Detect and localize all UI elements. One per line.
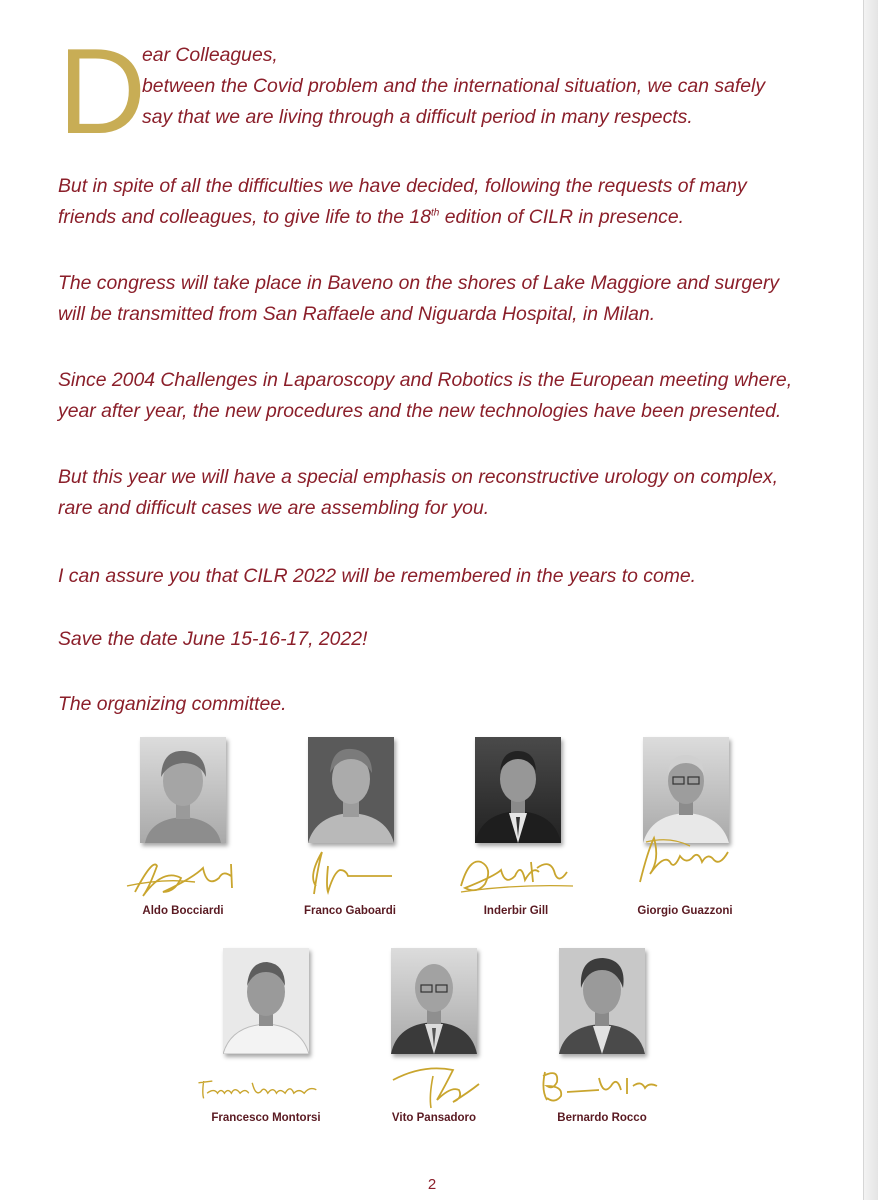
intro-line-3: say that we are living through a difficult period in many respects. — [142, 106, 693, 128]
portrait-inderbir-gill — [475, 737, 561, 843]
portrait-giorgio-guazzoni — [643, 737, 729, 843]
paragraph-history: Since 2004 Challenges in Laparoscopy and Robotics is the European meeting where, year after year, the new procedures and the new technologies have been presented. — [58, 369, 793, 422]
name-francesco-montorsi: Francesco Montorsi — [211, 1112, 321, 1124]
intro-line-2: between the Covid problem and the international situation, we can safely — [142, 75, 766, 97]
signature-giorgio-guazzoni — [620, 830, 750, 886]
signature-franco-gaboardi — [292, 846, 422, 902]
name-aldo-bocciardi: Aldo Bocciardi — [142, 905, 224, 917]
page-number: 2 — [427, 1176, 437, 1193]
drop-cap: D — [58, 23, 147, 159]
signature-inderbir-gill — [455, 846, 585, 902]
signature-francesco-montorsi — [195, 1060, 325, 1116]
signature-aldo-bocciardi — [123, 848, 253, 904]
signature-vito-pansadoro — [383, 1056, 513, 1112]
salutation: ear Colleagues, — [142, 44, 278, 66]
portrait-bernardo-rocco — [559, 948, 645, 1054]
paragraph-edition: But in spite of all the difficulties we have decided, following the requests of many friends and colleagues, to give life to the 18th edition of CILR in presence. — [58, 175, 747, 228]
letter-intro — [142, 40, 822, 133]
page-edge — [863, 0, 878, 1200]
portrait-vito-pansadoro — [391, 948, 477, 1054]
name-bernardo-rocco: Bernardo Rocco — [557, 1112, 647, 1124]
signature-bernardo-rocco — [537, 1056, 667, 1112]
paragraph-emphasis: But this year we will have a special emphasis on reconstructive urology on complex, rare and difficult cases we are assembling for you. — [58, 466, 778, 519]
name-franco-gaboardi: Franco Gaboardi — [303, 905, 397, 917]
paragraph-signoff: The organizing committee. — [58, 693, 287, 715]
name-vito-pansadoro: Vito Pansadoro — [391, 1112, 477, 1124]
portrait-aldo-bocciardi — [140, 737, 226, 843]
paragraph-location: The congress will take place in Baveno on the shores of Lake Maggiore and surgery will be transmitted from San Raffaele and Niguarda Hospital, in Milan. — [58, 272, 780, 325]
name-inderbir-gill: Inderbir Gill — [483, 905, 549, 917]
paragraph-save-date: Save the date June 15-16-17, 2022! — [58, 628, 368, 650]
portrait-franco-gaboardi — [308, 737, 394, 843]
name-giorgio-guazzoni: Giorgio Guazzoni — [637, 905, 733, 917]
paragraph-assurance: I can assure you that CILR 2022 will be remembered in the years to come. — [58, 565, 697, 587]
portrait-francesco-montorsi — [223, 948, 309, 1054]
